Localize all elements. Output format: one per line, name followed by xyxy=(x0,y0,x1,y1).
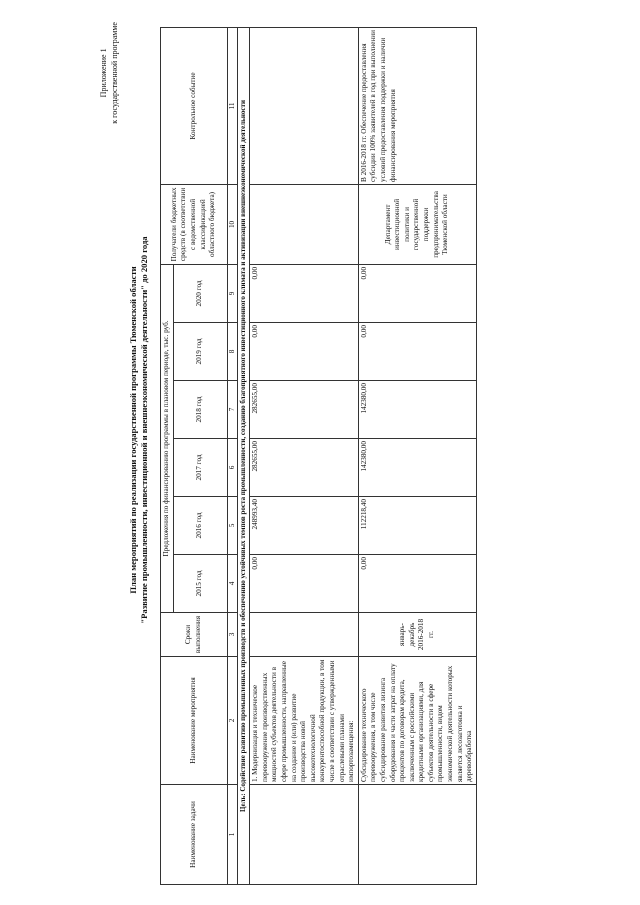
header-control-event: Контрольное событие xyxy=(161,27,228,184)
header-year-2018: 2018 год xyxy=(173,381,227,439)
header-year-2017: 2017 год xyxy=(173,439,227,497)
header-recipients: Получатели бюджетных средств (в соответствии с ведомственной классификацией областного бюджета) xyxy=(161,184,228,264)
value-2017: 142380,00 xyxy=(358,439,476,497)
header-year-2020: 2020 год xyxy=(173,264,227,322)
column-number: 10 xyxy=(227,184,238,264)
value-2017: 282655,00 xyxy=(250,439,359,497)
value-2016: 112218,40 xyxy=(358,497,476,555)
title-line-2: "Развитие промышленности, инвестиционной и внешнеэкономической деятельности" до 2020 года xyxy=(139,236,149,624)
value-2020: 0,00 xyxy=(250,264,359,322)
column-number: 4 xyxy=(227,555,238,613)
control-cell: В 2016-2018 гг. Обеспечение предоставления субсидии 100% заявителей в год при выполнении условий предоставления поддержки и наличии финансирования мероприятия xyxy=(358,27,476,184)
column-number: 5 xyxy=(227,497,238,555)
title-line-1: План мероприятий по реализации государственной программы Тюменской области xyxy=(128,266,138,594)
column-number: 8 xyxy=(227,323,238,381)
value-2019: 0,00 xyxy=(358,323,476,381)
header-terms: Сроки выполнения xyxy=(161,613,228,657)
value-2016: 248993,40 xyxy=(250,497,359,555)
task-cell xyxy=(358,785,476,885)
value-2018: 282655,00 xyxy=(250,381,359,439)
table-row xyxy=(250,27,359,884)
header-measure: Наименование мероприятия xyxy=(161,657,228,785)
appendix-note xyxy=(98,22,120,124)
appendix-line-2: к государственной программе xyxy=(110,22,119,124)
goal-row xyxy=(238,27,250,884)
header-row-1 xyxy=(161,27,174,884)
column-number: 7 xyxy=(227,381,238,439)
terms-cell xyxy=(250,613,359,657)
column-number: 1 xyxy=(227,785,238,885)
header-funding: Предложения по финансированию программы в плановом периоде, тыс. руб. xyxy=(161,264,174,612)
value-2015: 0,00 xyxy=(250,555,359,613)
header-year-2015: 2015 год xyxy=(173,555,227,613)
recipients-cell xyxy=(250,184,359,264)
header-year-2016: 2016 год xyxy=(173,497,227,555)
column-number-row xyxy=(227,27,238,884)
appendix-line-1: Приложение 1 xyxy=(99,48,108,98)
value-2019: 0,00 xyxy=(250,323,359,381)
column-number: 2 xyxy=(227,657,238,785)
measures-table xyxy=(160,27,477,885)
task-cell xyxy=(250,785,359,885)
header-task: Наименование задачи xyxy=(161,785,228,885)
column-number: 3 xyxy=(227,613,238,657)
column-number: 6 xyxy=(227,439,238,497)
goal-text: Цель: Содействие развитию промышленных производств и обеспечению устойчивых темпов роста промышленности, созданию благоприятного инвестиционного климата и активизации внешнеэкономической деятельности xyxy=(238,27,250,884)
terms-cell: январь-декабрь 2016-2018 гг. xyxy=(358,613,476,657)
column-number: 9 xyxy=(227,264,238,322)
measure-cell: 1. Модернизация и техническое перевооружение производственных мощностей субъектов деятельности в сфере промышленности, направленные на создание и (или) развитие производства новой высокотехнологичной конкурентоспособной продукции, в том числе в соответствии с утвержденными отраслевыми планами импортозамещения: xyxy=(250,657,359,785)
value-2020: 0,00 xyxy=(358,264,476,322)
column-number: 11 xyxy=(227,27,238,184)
control-cell xyxy=(250,27,359,184)
recipients-cell: Департамент инвестиционной политики и государственной поддержки предпринимательства Тюменской области xyxy=(358,184,476,264)
value-2018: 142380,00 xyxy=(358,381,476,439)
header-year-2019: 2019 год xyxy=(173,323,227,381)
value-2015: 0,00 xyxy=(358,555,476,613)
document-title xyxy=(128,135,150,725)
measure-cell: Субсидирование технического перевооружения, в том числе субсидирование развития лизинга оборудования и части затрат на оплату процентов по договорам кредита, заключенным с российскими кредитными организациями, для субъектов деятельности в сфере промышленности, видом экономической деятельности которых является лесозаготовка и деревообработка xyxy=(358,657,476,785)
table-row xyxy=(358,27,476,884)
